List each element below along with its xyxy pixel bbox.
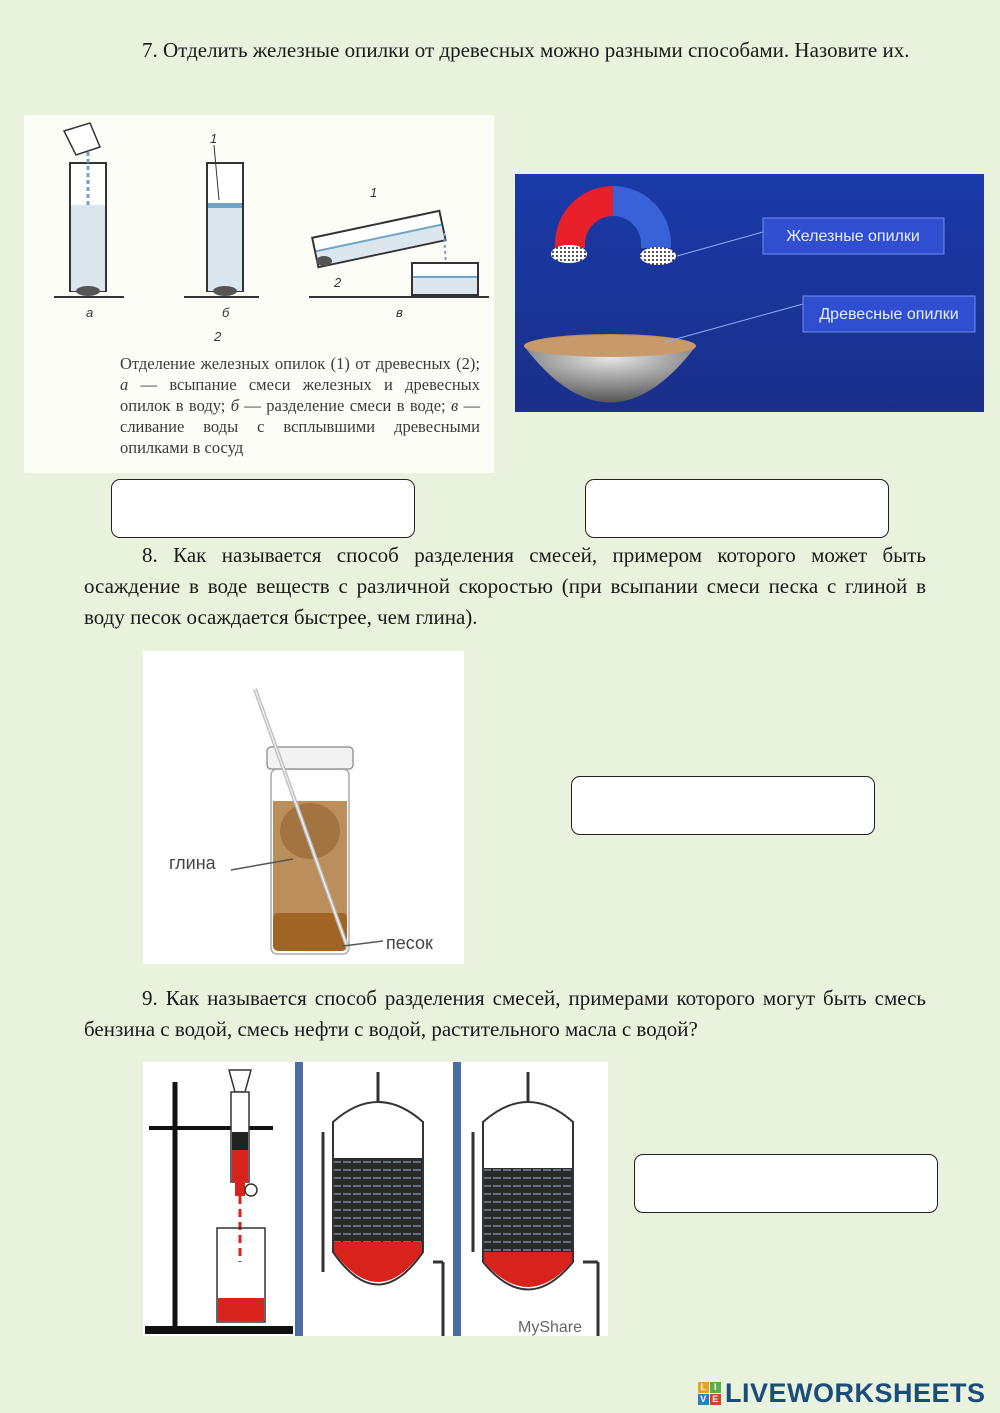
clay-label: глина: [169, 853, 216, 873]
label-b: б: [222, 305, 230, 320]
magnet-slide-figure: [515, 174, 984, 412]
question-7: 7. Отделить железные опилки от древесных можно разными способами. Назовите их.: [142, 38, 910, 62]
sand-label: песок: [386, 933, 433, 953]
iron-filings-label: Железные опилки: [786, 228, 920, 245]
question-8: 8. Как называется способ разделения смесей, примером которого может быть осаждение в воде веществ с различной скоростью (при всыпании смеси песка с глиной в воду песок осаждается быстрее, чем глина).: [84, 543, 926, 629]
answer-9-input[interactable]: [634, 1154, 938, 1213]
label-v: в: [396, 305, 403, 320]
cylinders-illustration: [24, 115, 494, 350]
sedimentation-tube-illustration: [143, 651, 464, 964]
watermark: MyShare: [518, 1319, 583, 1336]
liveworksheets-logo[interactable]: [698, 1378, 986, 1408]
number-1-v: 1: [370, 185, 378, 200]
question-9: 9. Как называется способ разделения смесей, примерами которого могут быть смесь бензина с водой, смесь нефти с водой, растительного масла с водой?: [84, 986, 926, 1041]
figure-caption: Отделение железных опилок (1) от древесных (2); а — всыпание смеси железных и древесных опилок в воду; б — разделение смеси в воде; в — сливание воды с всплывшими древесными опилками в сосуд: [120, 354, 480, 457]
logo-text: LIVEWORKSHEETS: [725, 1377, 986, 1408]
number-2-v: 2: [334, 275, 342, 290]
answer-8-input[interactable]: [571, 776, 875, 835]
separatory-funnel-figure: [143, 1062, 608, 1336]
answer-7-method-1-input[interactable]: [111, 479, 415, 538]
magnet-illustration: [515, 174, 984, 412]
answer-7-method-2-input[interactable]: [585, 479, 889, 538]
separation-diagram-figure: [24, 115, 494, 473]
label-a: а: [86, 305, 94, 320]
separatory-funnel-illustration: [143, 1062, 608, 1336]
number-2-b: 2: [214, 329, 222, 344]
wood-filings-label: Древесные опилки: [819, 306, 959, 323]
number-1-b: 1: [210, 131, 218, 146]
sedimentation-figure: [143, 651, 464, 964]
logo-badge-icon: L I V E: [698, 1382, 721, 1405]
